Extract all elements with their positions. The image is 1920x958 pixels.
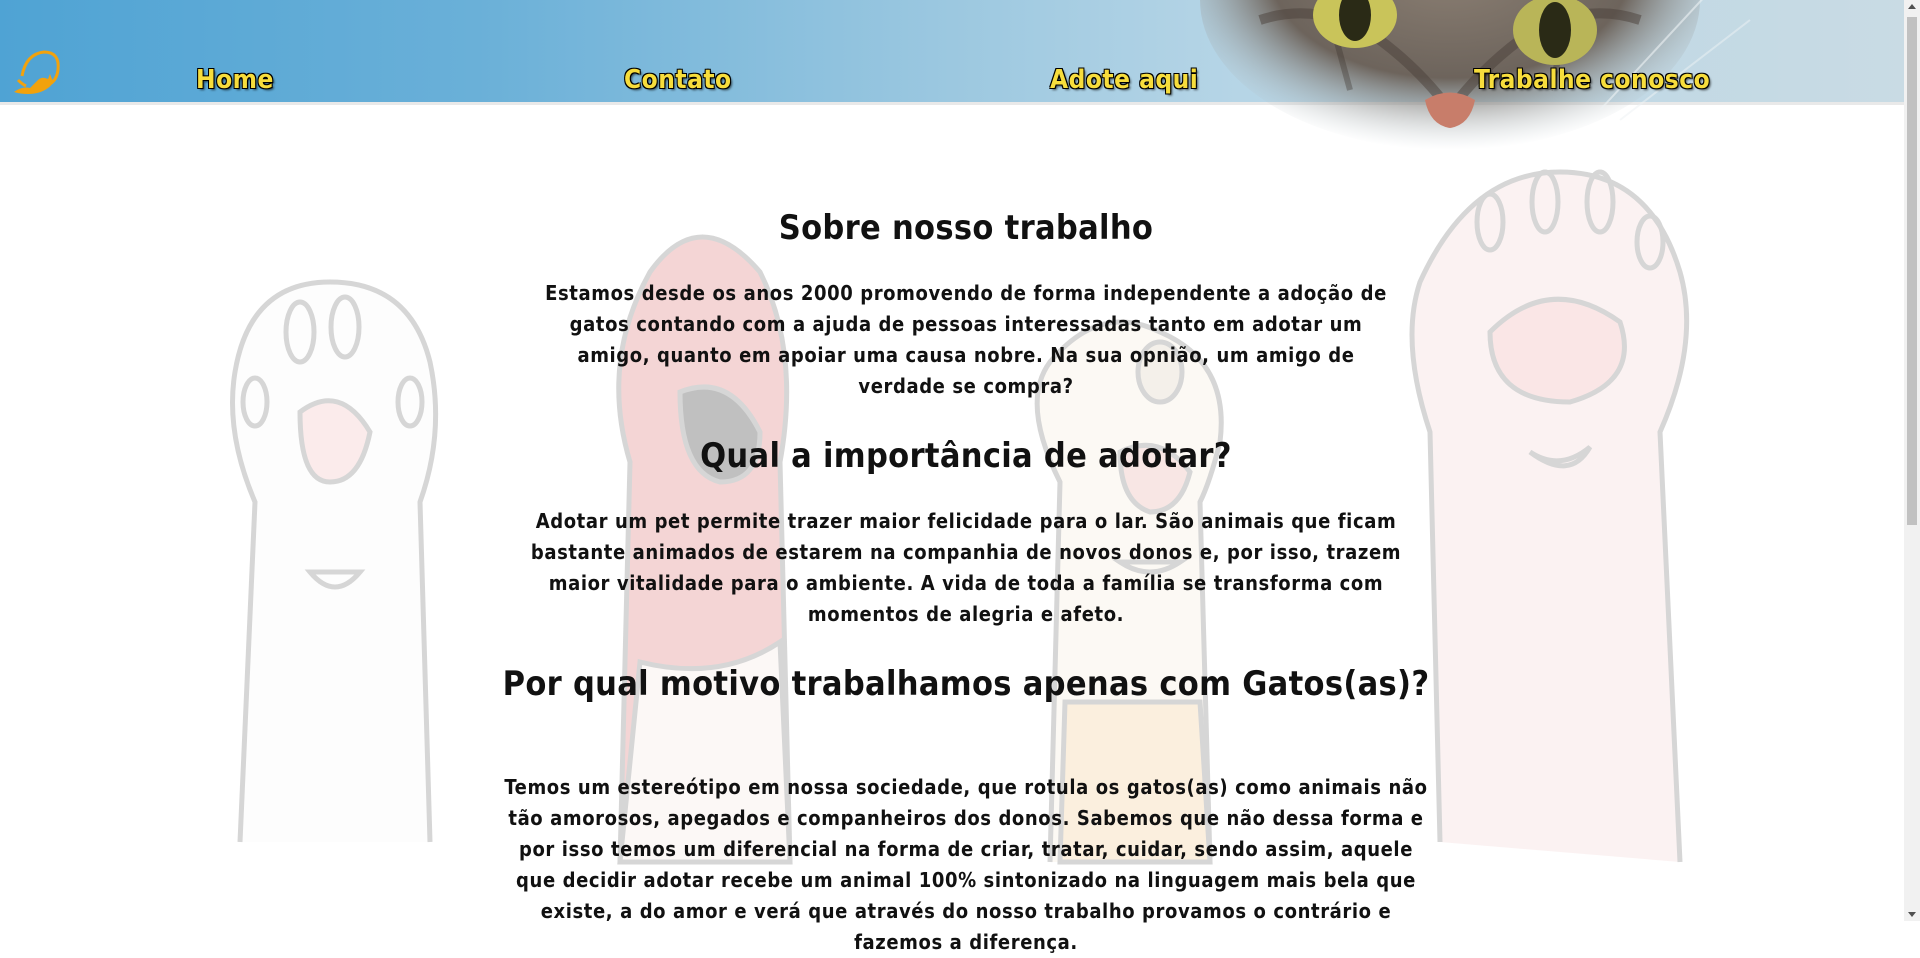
page-scrollbar[interactable] [1904, 0, 1920, 921]
section-text-motivo: Temos um estereótipo em nossa sociedade, que rotula os gatos(as) como animais não tão amorosos, apegados e companheiros dos donos. Sabemos que não dessa forma e por isso temos um diferencial na forma de criar, tratar, cuidar, sendo assim, aquele que decidir adotar recebe um animal 100% sintonizado na linguagem mais bela que existe, a do amor e verá que através do nosso trabalho provamos o contrário e fazemos a diferença. [504, 775, 1428, 954]
section-heading-sobre: Sobre nosso trabalho [778, 208, 1154, 248]
nav-trabalhe-conosco-link[interactable]: Trabalhe conosco [1474, 65, 1711, 95]
section-heading-motivo: Por qual motivo trabalhamos apenas com Gatos(as)? [502, 664, 1430, 704]
scroll-down-icon[interactable] [1908, 912, 1916, 917]
section-heading-importancia: Qual a importância de adotar? [700, 436, 1232, 476]
scroll-up-icon[interactable] [1908, 4, 1916, 9]
scrollbar-thumb[interactable] [1907, 17, 1917, 525]
cat-logo-icon[interactable] [8, 46, 64, 98]
section-text-sobre: Estamos desde os anos 2000 promovendo de forma independente a adoção de gatos contando com a ajuda de pessoas interessadas tanto em adotar um amigo, quanto em apoiar uma causa nobre. Na sua opnião, um amigo de verdade se compra? [545, 281, 1387, 398]
nav-contato-link[interactable]: Contato [624, 65, 732, 95]
site-header [0, 0, 1904, 105]
section-text-importancia: Adotar um pet permite trazer maior felicidade para o lar. São animais que ficam bastante animados de estarem na companhia de novos donos e, por isso, trazem maior vitalidade para o ambiente. A vida de toda a família se transforma com momentos de alegria e afeto. [530, 509, 1402, 626]
main-content [500, 202, 1432, 958]
nav-adote-aqui-link[interactable]: Adote aqui [1050, 65, 1199, 95]
nav-home-link[interactable]: Home [196, 65, 274, 95]
